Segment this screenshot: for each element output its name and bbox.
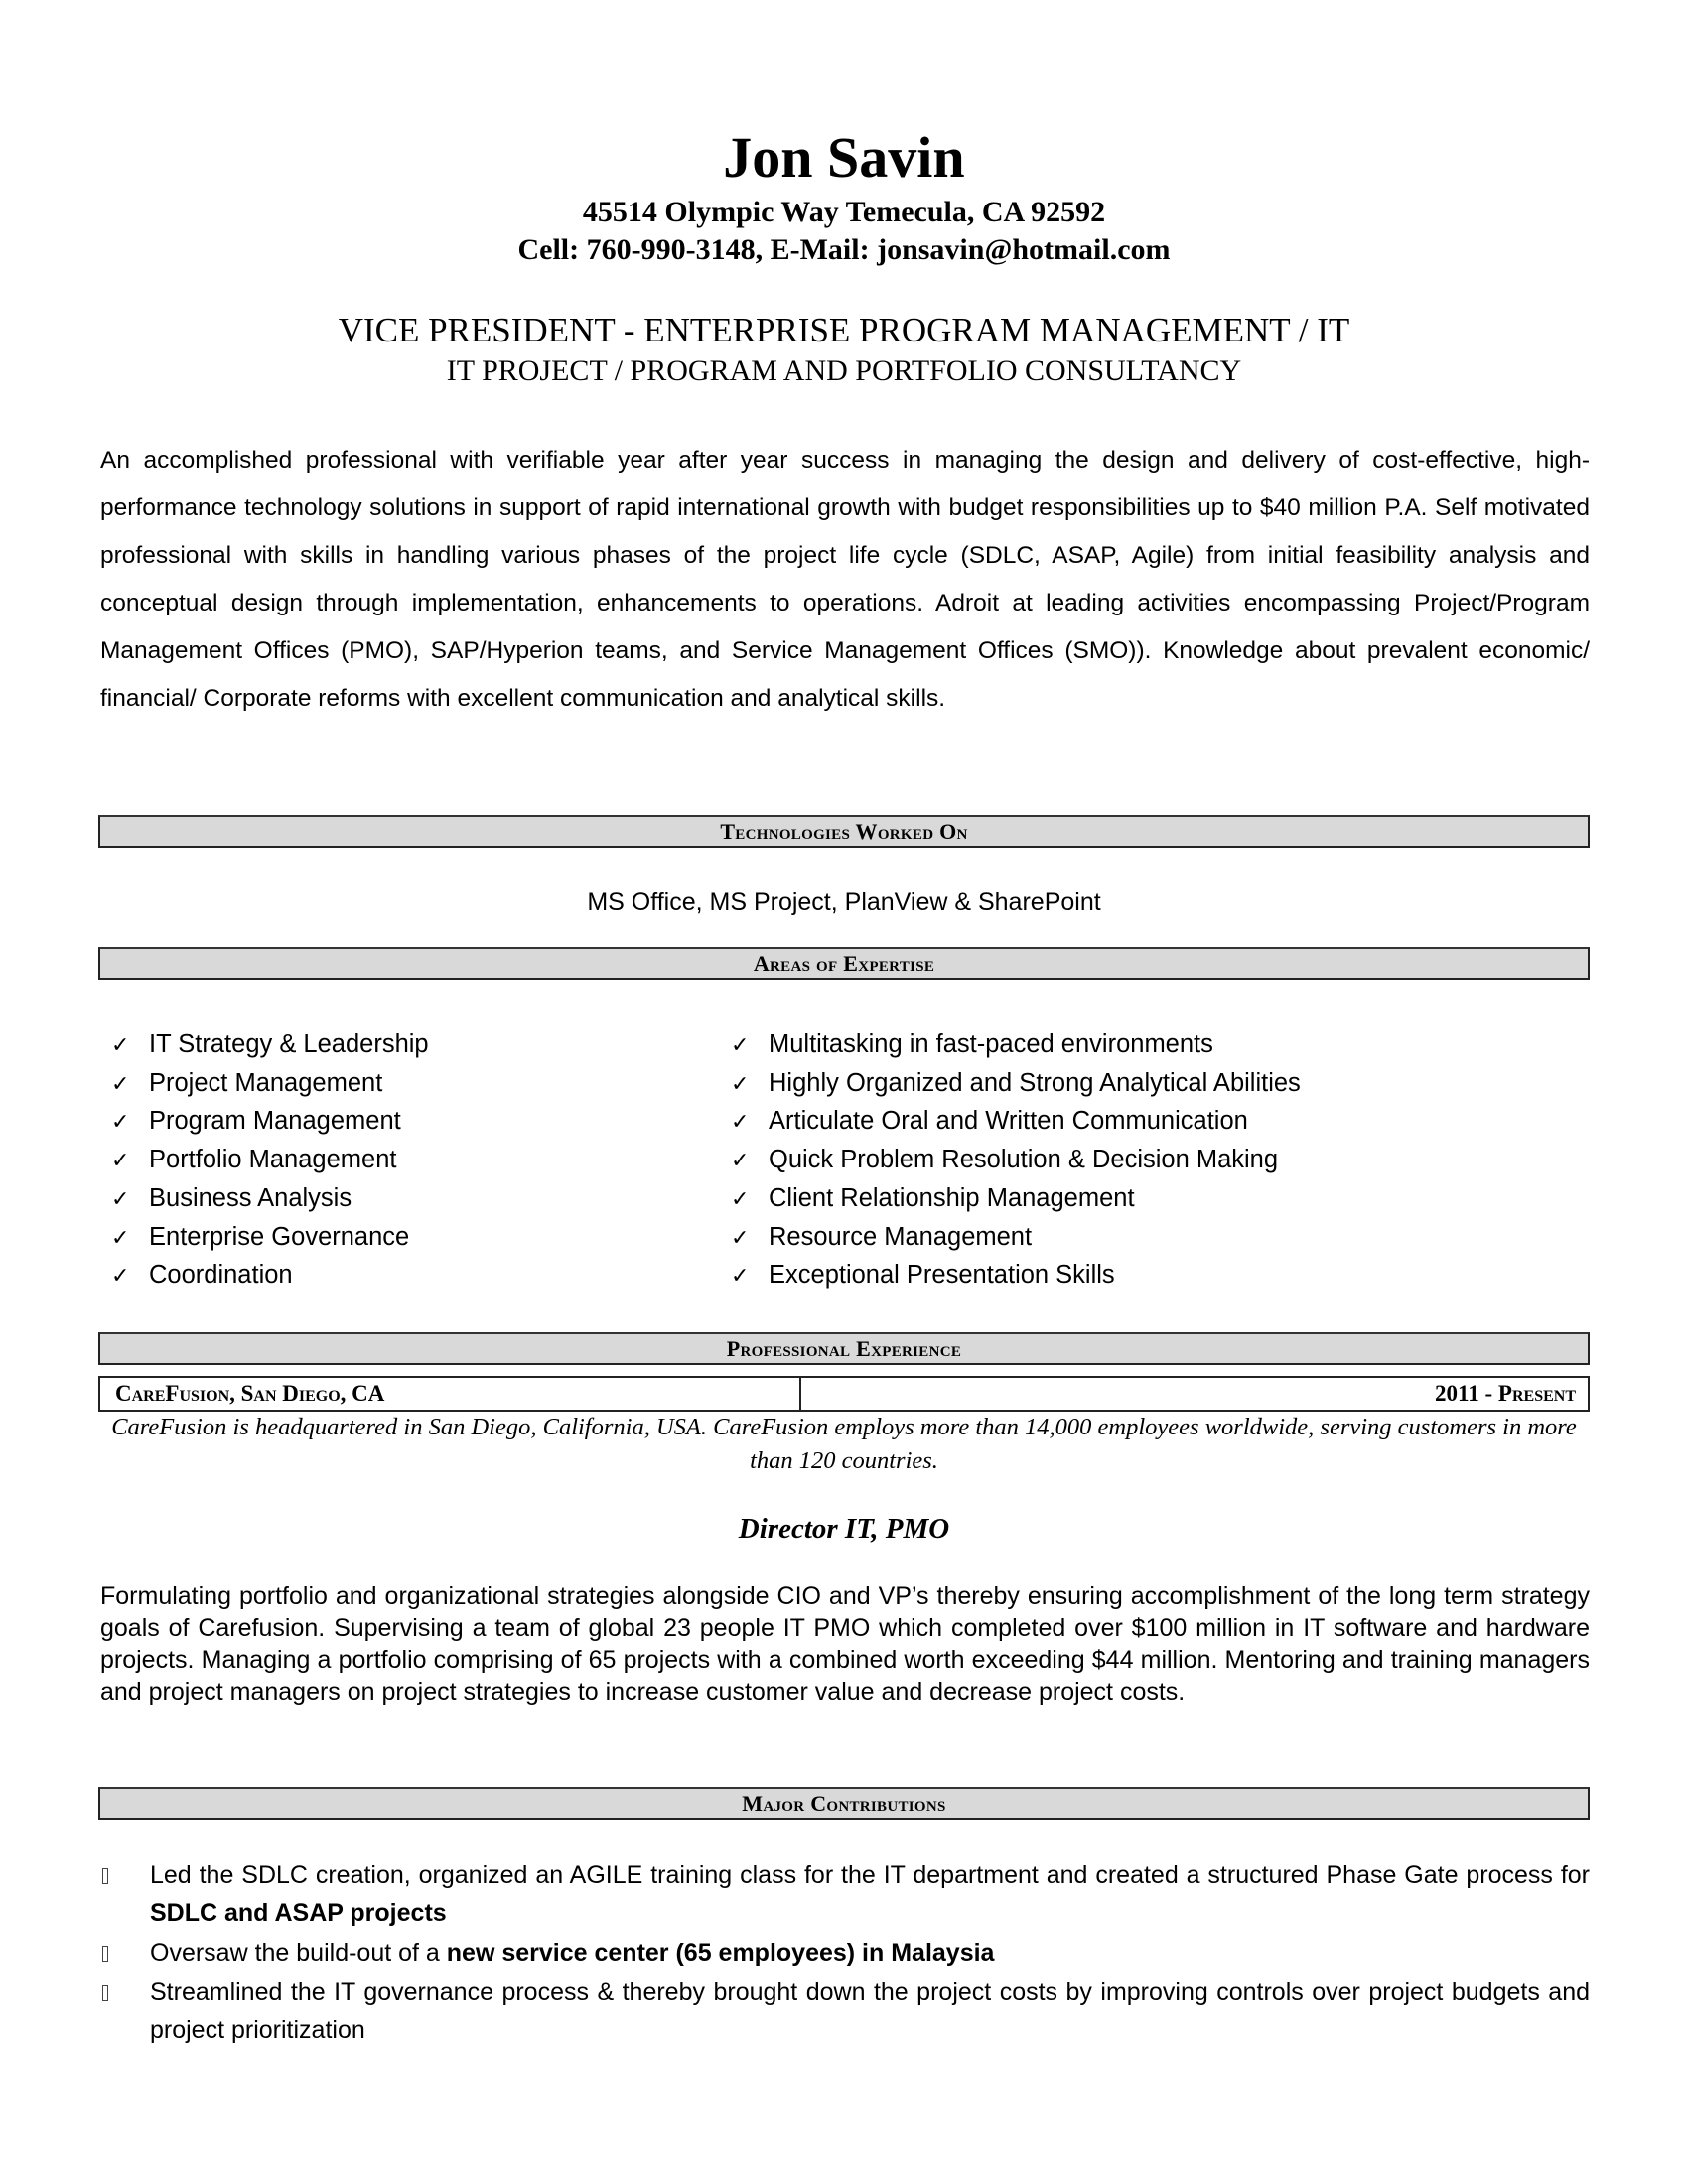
bullet-icon [100, 1934, 150, 1972]
expertise-item [111, 1257, 429, 1296]
expertise-label: Exceptional Presentation Skills [769, 1261, 1115, 1290]
checkmark-icon: ✓ [111, 1071, 130, 1097]
contribution-text-plain: Oversaw the build-out of a [150, 1939, 447, 1967]
bullet-icon [100, 1856, 150, 1932]
expertise-item [111, 1026, 429, 1065]
employer-row [98, 1376, 1590, 1412]
expertise-label: Quick Problem Resolution & Decision Making [769, 1146, 1279, 1174]
checkmark-icon: ✓ [731, 1110, 750, 1136]
expertise-item [111, 1103, 429, 1142]
checkmark-icon: ✓ [731, 1033, 750, 1058]
expertise-item [111, 1180, 429, 1219]
section-heading-experience [98, 1332, 1590, 1365]
contribution-text [150, 1856, 1590, 1932]
contribution-text [150, 1974, 1590, 2049]
expertise-label: Articulate Oral and Written Communication [769, 1107, 1248, 1136]
employer-name: CareFusion, San Diego, CA [100, 1378, 801, 1410]
contribution-text-bold: new service center (65 employees) in Malaysia [446, 1939, 995, 1967]
professional-summary: An accomplished professional with verifiable year after year success in managing the design and delivery of cost-effective, high-performance technology solutions in support of rapid international growth with budget responsibilities up to $40 million P.A. Self motivated professional with skills in handling various phases of the project life cycle (SDLC, ASAP, Agile) from initial feasibility analysis and conceptual design through implementation, enhancements to operations. Adroit at leading activities encompassing Project/Program Management Offices (PMO), SAP/Hyperion teams, and Service Management Offices (SMO)). Knowledge about prevalent economic/ financial/ Corporate reforms with excellent communication and analytical skills. [100, 447, 1590, 712]
section-heading-expertise [98, 947, 1590, 980]
checkmark-icon: ✓ [111, 1264, 130, 1290]
contribution-text-plain: Streamlined the IT governance process & thereby brought down the project costs by improving controls over project budgets and project prioritization [150, 1979, 1590, 2044]
expertise-label: IT Strategy & Leadership [149, 1030, 429, 1058]
candidate-name: Jon Savin [723, 125, 965, 190]
expertise-item [731, 1180, 1301, 1219]
expertise-label: Multitasking in fast-paced environments [769, 1030, 1213, 1058]
section-heading-technologies [98, 815, 1590, 848]
expertise-label: Enterprise Governance [149, 1222, 410, 1251]
checkmark-icon: ✓ [731, 1149, 750, 1174]
section-heading-text: Professional Experience [726, 1336, 962, 1361]
checkmark-icon: ✓ [111, 1225, 130, 1251]
checkmark-icon: ✓ [731, 1071, 750, 1097]
checkmark-icon: ✓ [731, 1186, 750, 1212]
section-heading-text: Technologies Worked On [720, 819, 968, 844]
technologies-list: MS Office, MS Project, PlanView & SharePoint [587, 888, 1101, 916]
employer-description: CareFusion is headquartered in San Diego, California, USA. CareFusion employs more than 14,000 employees worldwide, serving customers in more than 120 countries. [111, 1414, 1577, 1474]
expertise-item [111, 1219, 429, 1258]
bullet-icon [100, 1974, 150, 2049]
expertise-item [731, 1142, 1301, 1180]
expertise-column-right [731, 1026, 1301, 1296]
expertise-label: Client Relationship Management [769, 1183, 1135, 1212]
section-heading-text: Major Contributions [742, 1791, 946, 1816]
expertise-item [731, 1103, 1301, 1142]
checkmark-icon: ✓ [731, 1264, 750, 1290]
job-title: Director IT, PMO [738, 1513, 950, 1545]
headline-title: VICE PRESIDENT - ENTERPRISE PROGRAM MANAGEMENT / IT [338, 311, 1350, 349]
expertise-item [731, 1257, 1301, 1296]
checkmark-icon: ✓ [111, 1110, 130, 1136]
expertise-item [111, 1142, 429, 1180]
expertise-item [111, 1065, 429, 1104]
checkmark-icon: ✓ [111, 1186, 130, 1212]
expertise-label: Portfolio Management [149, 1146, 397, 1174]
contribution-text [150, 1934, 1590, 1972]
checkmark-icon: ✓ [731, 1225, 750, 1251]
contact-info: Cell: 760-990-3148, E-Mail: jonsavin@hotmail.com [517, 233, 1171, 266]
address: 45514 Olympic Way Temecula, CA 92592 [582, 196, 1106, 228]
expertise-label: Resource Management [769, 1222, 1033, 1251]
job-description: Formulating portfolio and organizational strategies alongside CIO and VP’s thereby ensuring accomplishment of the long term strategy goals of Carefusion. Supervising a team of global 23 people IT PMO which completed over $100 million in IT software and hardware projects. Managing a portfolio comprising of 65 projects with a combined worth exceeding $44 million. Mentoring and training managers and project managers on project strategies to increase customer value and decrease project costs. [100, 1582, 1590, 1706]
expertise-label: Highly Organized and Strong Analytical Abilities [769, 1068, 1301, 1097]
contribution-item [100, 1856, 1590, 1932]
contribution-text-plain: Led the SDLC creation, organized an AGILE training class for the IT department and created a structured Phase Gate process for [150, 1861, 1590, 1889]
expertise-label: Project Management [149, 1068, 383, 1097]
expertise-item [731, 1065, 1301, 1104]
section-heading-contributions [98, 1787, 1590, 1820]
expertise-column-left [111, 1026, 429, 1296]
contributions-list [100, 1856, 1590, 2051]
expertise-label: Coordination [149, 1261, 293, 1290]
checkmark-icon: ✓ [111, 1149, 130, 1174]
expertise-label: Program Management [149, 1107, 401, 1136]
expertise-item [731, 1219, 1301, 1258]
contribution-item [100, 1934, 1590, 1972]
contribution-text-bold: SDLC and ASAP projects [150, 1899, 447, 1927]
section-heading-text: Areas of Expertise [753, 951, 935, 976]
checkmark-icon: ✓ [111, 1033, 130, 1058]
expertise-label: Business Analysis [149, 1183, 352, 1212]
expertise-item [731, 1026, 1301, 1065]
headline-subtitle: IT PROJECT / PROGRAM AND PORTFOLIO CONSULTANCY [446, 354, 1242, 387]
employment-dates: 2011 - Present [1435, 1381, 1576, 1406]
contribution-item [100, 1974, 1590, 2049]
